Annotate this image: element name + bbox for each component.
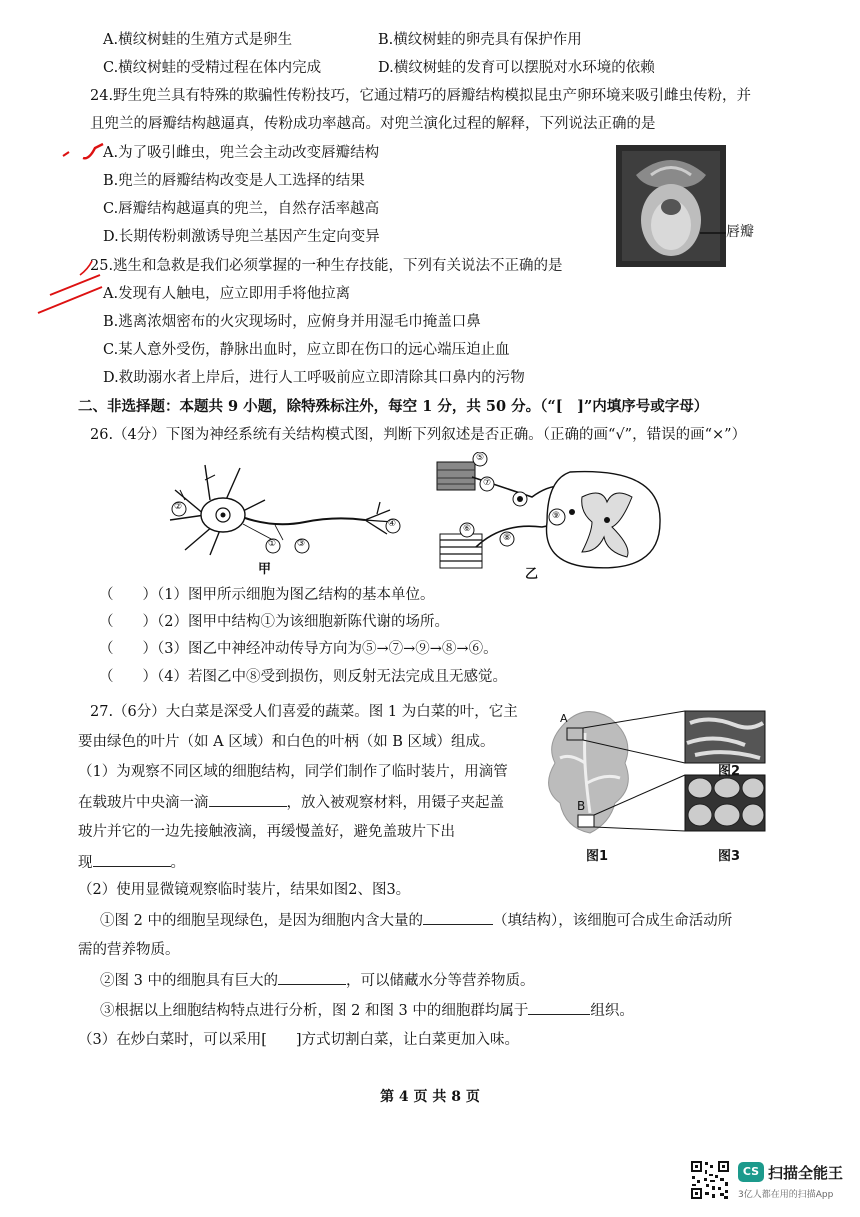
q27-p2-item3-a: ③根据以上细胞结构特点进行分析，图 2 和图 3 中的细胞群均属于 — [100, 1003, 529, 1019]
answer-blank-chloroplast[interactable] — [423, 910, 493, 925]
scanner-brand-name: 扫描全能王 — [768, 1164, 844, 1182]
q27-p1-line2 — [78, 792, 504, 813]
neuron-label-3: ③ — [297, 539, 306, 549]
q27-p2-item2-b: ，可以储藏水分等营养物质。 — [345, 973, 535, 989]
q27-p3: （3）在炒白菜时，可以采用[ ]方式切割白菜，让白菜更加入味。 — [78, 1032, 520, 1048]
q27-p2-item1 — [100, 910, 732, 931]
figure-2-caption: 图2 — [718, 764, 741, 779]
q27-p2-item1-a: ①图 2 中的细胞呈现绿色，是因为细胞内含大量的 — [100, 913, 423, 929]
q27-stem-line1: 27.（6分）大白菜是深受人们喜爱的蔬菜。图 1 为白菜的叶，它主 — [90, 704, 518, 720]
figure-jia-caption: 甲 — [258, 562, 272, 577]
answer-blank-reagent[interactable] — [209, 792, 287, 807]
arc-label-6: ⑥ — [463, 524, 472, 534]
q23-option-c: C.横纹树蛙的受精过程在体内完成 — [103, 60, 322, 76]
arc-label-5: ⑤ — [476, 453, 485, 463]
q27-p2-item2 — [100, 970, 534, 991]
q24-stem-line1: 24.野生兜兰具有特殊的欺骗性传粉技巧，它通过精巧的唇瓣结构模拟昆虫产卵环境来吸引雌虫传粉，并 — [90, 88, 752, 104]
q24-option-b: B.兜兰的唇瓣结构改变是人工选择的结果 — [103, 173, 365, 189]
neuron-label-4: ④ — [388, 519, 397, 529]
arc-label-9: ⑨ — [552, 511, 561, 521]
page-number: 第 4 页 共 8 页 — [380, 1089, 480, 1105]
q23-option-a: A.横纹树蛙的生殖方式是卵生 — [103, 32, 293, 48]
q26-item-4: （ ）（4）若图乙中⑧受到损伤，则反射无法完成且无感觉。 — [99, 669, 507, 685]
q24-option-c: C.唇瓣结构越逼真的兜兰，自然存活率越高 — [103, 201, 380, 217]
q26-stem: 26.（4分）下图为神经系统有关结构模式图，判断下列叙述是否正确。（正确的画“√”，错误的画“×”） — [90, 427, 747, 443]
q27-p1-line4-a: 现 — [78, 855, 93, 871]
red-pen-strokes — [30, 255, 120, 315]
q27-p2-item2-a: ②图 3 中的细胞具有巨大的 — [100, 973, 278, 989]
q24-stem-line2: 且兜兰的唇瓣结构越逼真，传粉成功率越高。对兜兰演化过程的解释，下列说法正确的是 — [90, 116, 656, 132]
q27-stem-line2: 要由绿色的叶片（如 A 区域）和白色的叶柄（如 B 区域）组成。 — [78, 734, 495, 750]
neuron-label-1: ① — [268, 539, 277, 549]
figure-3-caption: 图3 — [718, 849, 741, 864]
q27-p1-line1: （1）为观察不同区域的细胞结构，同学们制作了临时装片，用滴管 — [78, 764, 508, 780]
q27-p1-line2-b: ，放入被观察材料，用镊子夹起盖 — [286, 795, 504, 811]
q25-stem: 25.逃生和急救是我们必须掌握的一种生存技能，下列有关说法不正确的是 — [90, 258, 563, 274]
qr-code-icon — [690, 1160, 730, 1200]
arc-label-8: ⑧ — [503, 533, 512, 543]
orchid-photo — [616, 145, 764, 267]
q27-p1-line3: 玻片并它的一边先接触液滴，再缓慢盖好，避免盖玻片下出 — [78, 824, 455, 840]
q27-p1-line4 — [78, 852, 185, 873]
q27-p1-line2-a: 在载玻片中央滴一滴 — [78, 795, 209, 811]
red-check-mark — [55, 138, 115, 168]
q27-p2-item1-cont: 需的营养物质。 — [78, 942, 180, 958]
q27-p2-item3 — [100, 1000, 634, 1021]
reflex-arc-diagram — [432, 452, 667, 577]
q27-p2: （2）使用显微镜观察临时装片，结果如图2、图3。 — [78, 882, 411, 898]
q25-option-d: D.救助溺水者上岸后，进行人工呼吸前应立即清除其口鼻内的污物 — [103, 370, 525, 386]
q27-p1-line4-b: 。 — [170, 855, 185, 871]
arc-label-7: ⑦ — [483, 478, 492, 488]
section2-heading: 二、非选择题：本题共 9 小题，除特殊标注外，每空 1 分，共 50 分。（“[ ]”内填序号或字母） — [78, 398, 709, 415]
q24-option-d: D.长期传粉刺激诱导兜兰基因产生定向变异 — [103, 229, 380, 245]
cabbage-region-b-label: B — [577, 799, 586, 813]
neuron-label-2: ② — [174, 502, 183, 512]
q24-option-a: A.为了吸引雌虫，兜兰会主动改变唇瓣结构 — [103, 145, 380, 161]
scanner-brand-tagline: 3亿人都在用的扫描App — [738, 1190, 834, 1200]
q25-option-b: B.逃离浓烟密布的火灾现场时，应俯身并用湿毛巾掩盖口鼻 — [103, 314, 481, 330]
q26-item-3: （ ）（3）图乙中神经冲动传导方向为⑤→⑦→⑨→⑧→⑥。 — [99, 641, 498, 657]
q23-option-b: B.横纹树蛙的卵壳具有保护作用 — [378, 32, 582, 48]
figure-1-caption: 图1 — [586, 849, 609, 864]
scanner-logo-icon: CS — [738, 1162, 764, 1182]
answer-blank-bubbles[interactable] — [93, 852, 171, 867]
figure-yi-caption: 乙 — [525, 567, 539, 582]
q25-option-a: A.发现有人触电，应立即用手将他拉离 — [103, 286, 351, 302]
q23-option-d: D.横纹树蛙的发育可以摆脱对水环境的依赖 — [378, 60, 655, 76]
q25-option-c: C.某人意外受伤，静脉出血时，应立即在伤口的远心端压迫止血 — [103, 342, 510, 358]
q27-p2-item1-b: （填结构），该细胞可合成生命活动所 — [492, 913, 733, 929]
answer-blank-vacuole[interactable] — [278, 970, 346, 985]
q26-item-1: （ ）（1）图甲所示细胞为图乙结构的基本单位。 — [99, 587, 435, 603]
answer-blank-tissue[interactable] — [528, 1000, 590, 1015]
q27-p2-item3-b: 组织。 — [590, 1003, 634, 1019]
cabbage-region-a-label: A — [560, 712, 568, 725]
neuron-diagram — [165, 460, 410, 565]
q26-item-2: （ ）（2）图甲中结构①为该细胞新陈代谢的场所。 — [99, 614, 449, 630]
orchid-lip-label: 唇瓣 — [726, 224, 754, 240]
